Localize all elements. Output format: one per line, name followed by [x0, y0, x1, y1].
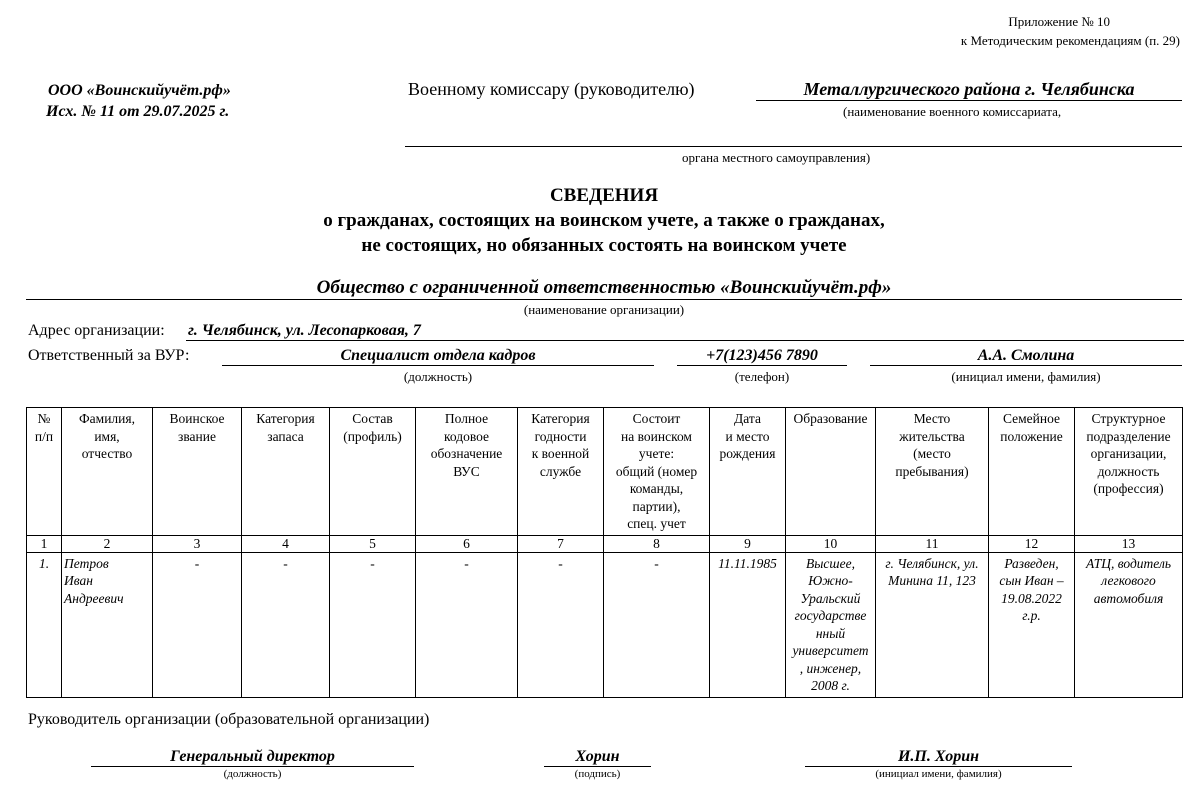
signature-sign-caption: (подпись) [574, 768, 621, 780]
addressee-blank-line [405, 128, 1182, 147]
column-number: 11 [876, 535, 989, 552]
column-number: 9 [710, 535, 786, 552]
column-number: 8 [604, 535, 710, 552]
doc-title: СВЕДЕНИЯ [549, 185, 659, 206]
signature-name-caption: (инициал имени, фамилия) [875, 768, 1002, 780]
cell-fio: Петров Иван Андреевич [62, 552, 153, 697]
address-value: г. Челябинск, ул. Лесопарковая, 7 [186, 322, 1184, 341]
appendix-reference: к Методическим рекомендациям (п. 29) [960, 33, 1180, 48]
signature-position-caption: (должность) [223, 768, 282, 780]
cell-family: Разведен, сын Иван – 19.08.2022 г.р. [989, 552, 1075, 697]
responsible-label: Ответственный за ВУР: [28, 347, 190, 364]
column-number: 10 [786, 535, 876, 552]
header-cell: Полное кодовое обозначение ВУС [416, 408, 518, 536]
header-cell: Семейное положение [989, 408, 1075, 536]
cell-num: 1. [27, 552, 62, 697]
header-cell: Категория годности к военной службе [518, 408, 604, 536]
organization-caption: (наименование организации) [523, 302, 685, 317]
responsible-position: Специалист отдела кадров [222, 347, 654, 366]
organization-name: Общество с ограниченной ответственностью «Воинскийучёт.рф» [26, 277, 1182, 300]
responsible-position-caption: (должность) [403, 369, 473, 384]
addressee-label: Военному комиссару (руководителю) [408, 79, 695, 99]
column-number: 3 [153, 535, 242, 552]
doc-subtitle-1: о гражданах, состоящих на воинском учете, а также о гражданах, [323, 210, 885, 231]
column-number: 12 [989, 535, 1075, 552]
sender-outgoing: Исх. № 11 от 29.07.2025 г. [46, 103, 230, 120]
header-cell: № п/п [27, 408, 62, 536]
column-number: 1 [27, 535, 62, 552]
table-number-row [27, 535, 1183, 552]
address-label: Адрес организации: [28, 322, 165, 339]
doc-subtitle-2: не состоящих, но обязанных состоять на воинском учете [361, 235, 847, 256]
sender-org: ООО «Воинскийучёт.рф» [48, 82, 231, 99]
column-number: 5 [330, 535, 416, 552]
cell-category: - [242, 552, 330, 697]
header-cell: Структурное подразделение организации, должность (профессия) [1075, 408, 1183, 536]
header-cell: Фамилия, имя, отчество [62, 408, 153, 536]
appendix-note [1008, 14, 1110, 30]
signature-name: И.П. Хорин [805, 747, 1072, 767]
cell-residence: г. Челябинск, ул. Минина 11, 123 [876, 552, 989, 697]
header-cell: Состав (профиль) [330, 408, 416, 536]
column-number: 7 [518, 535, 604, 552]
header-cell: Образование [786, 408, 876, 536]
citizens-table [26, 407, 1183, 698]
responsible-name: А.А. Смолина [870, 347, 1182, 366]
header-cell: Воинское звание [153, 408, 242, 536]
signature-heading: Руководитель организации (образовательной организации) [28, 711, 430, 728]
cell-rank: - [153, 552, 242, 697]
signature-sign: Хорин [544, 747, 651, 767]
addressee-caption-2: органа местного самоуправления) [682, 150, 871, 165]
cell-birth: 11.11.1985 [710, 552, 786, 697]
responsible-phone-caption: (телефон) [734, 369, 790, 384]
column-number: 13 [1075, 535, 1183, 552]
header-cell: Состоит на воинском учете: общий (номер команды, партии), спец. учет [604, 408, 710, 536]
header-cell: Дата и место рождения [710, 408, 786, 536]
cell-job: АТЦ, водитель легкового автомобиля [1075, 552, 1183, 697]
cell-registry: - [604, 552, 710, 697]
table-row [27, 552, 1183, 697]
cell-vus: - [416, 552, 518, 697]
addressee-value: Металлургического района г. Челябинска [756, 79, 1182, 101]
signature-position: Генеральный директор [91, 747, 414, 767]
table-header-row [27, 408, 1183, 536]
cell-fitness: - [518, 552, 604, 697]
column-number: 6 [416, 535, 518, 552]
responsible-name-caption: (инициал имени, фамилия) [951, 369, 1101, 384]
header-cell: Категория запаса [242, 408, 330, 536]
column-number: 4 [242, 535, 330, 552]
cell-education: Высшее, Южно- Уральский государстве нный университет , инженер, 2008 г. [786, 552, 876, 697]
cell-profile: - [330, 552, 416, 697]
column-number: 2 [62, 535, 153, 552]
addressee-caption-1: (наименование военного комиссариата, [843, 104, 1062, 119]
header-cell: Место жительства (место пребывания) [876, 408, 989, 536]
responsible-phone: +7(123)456 7890 [677, 347, 847, 366]
appendix-number: Приложение № 10 [1008, 14, 1110, 29]
